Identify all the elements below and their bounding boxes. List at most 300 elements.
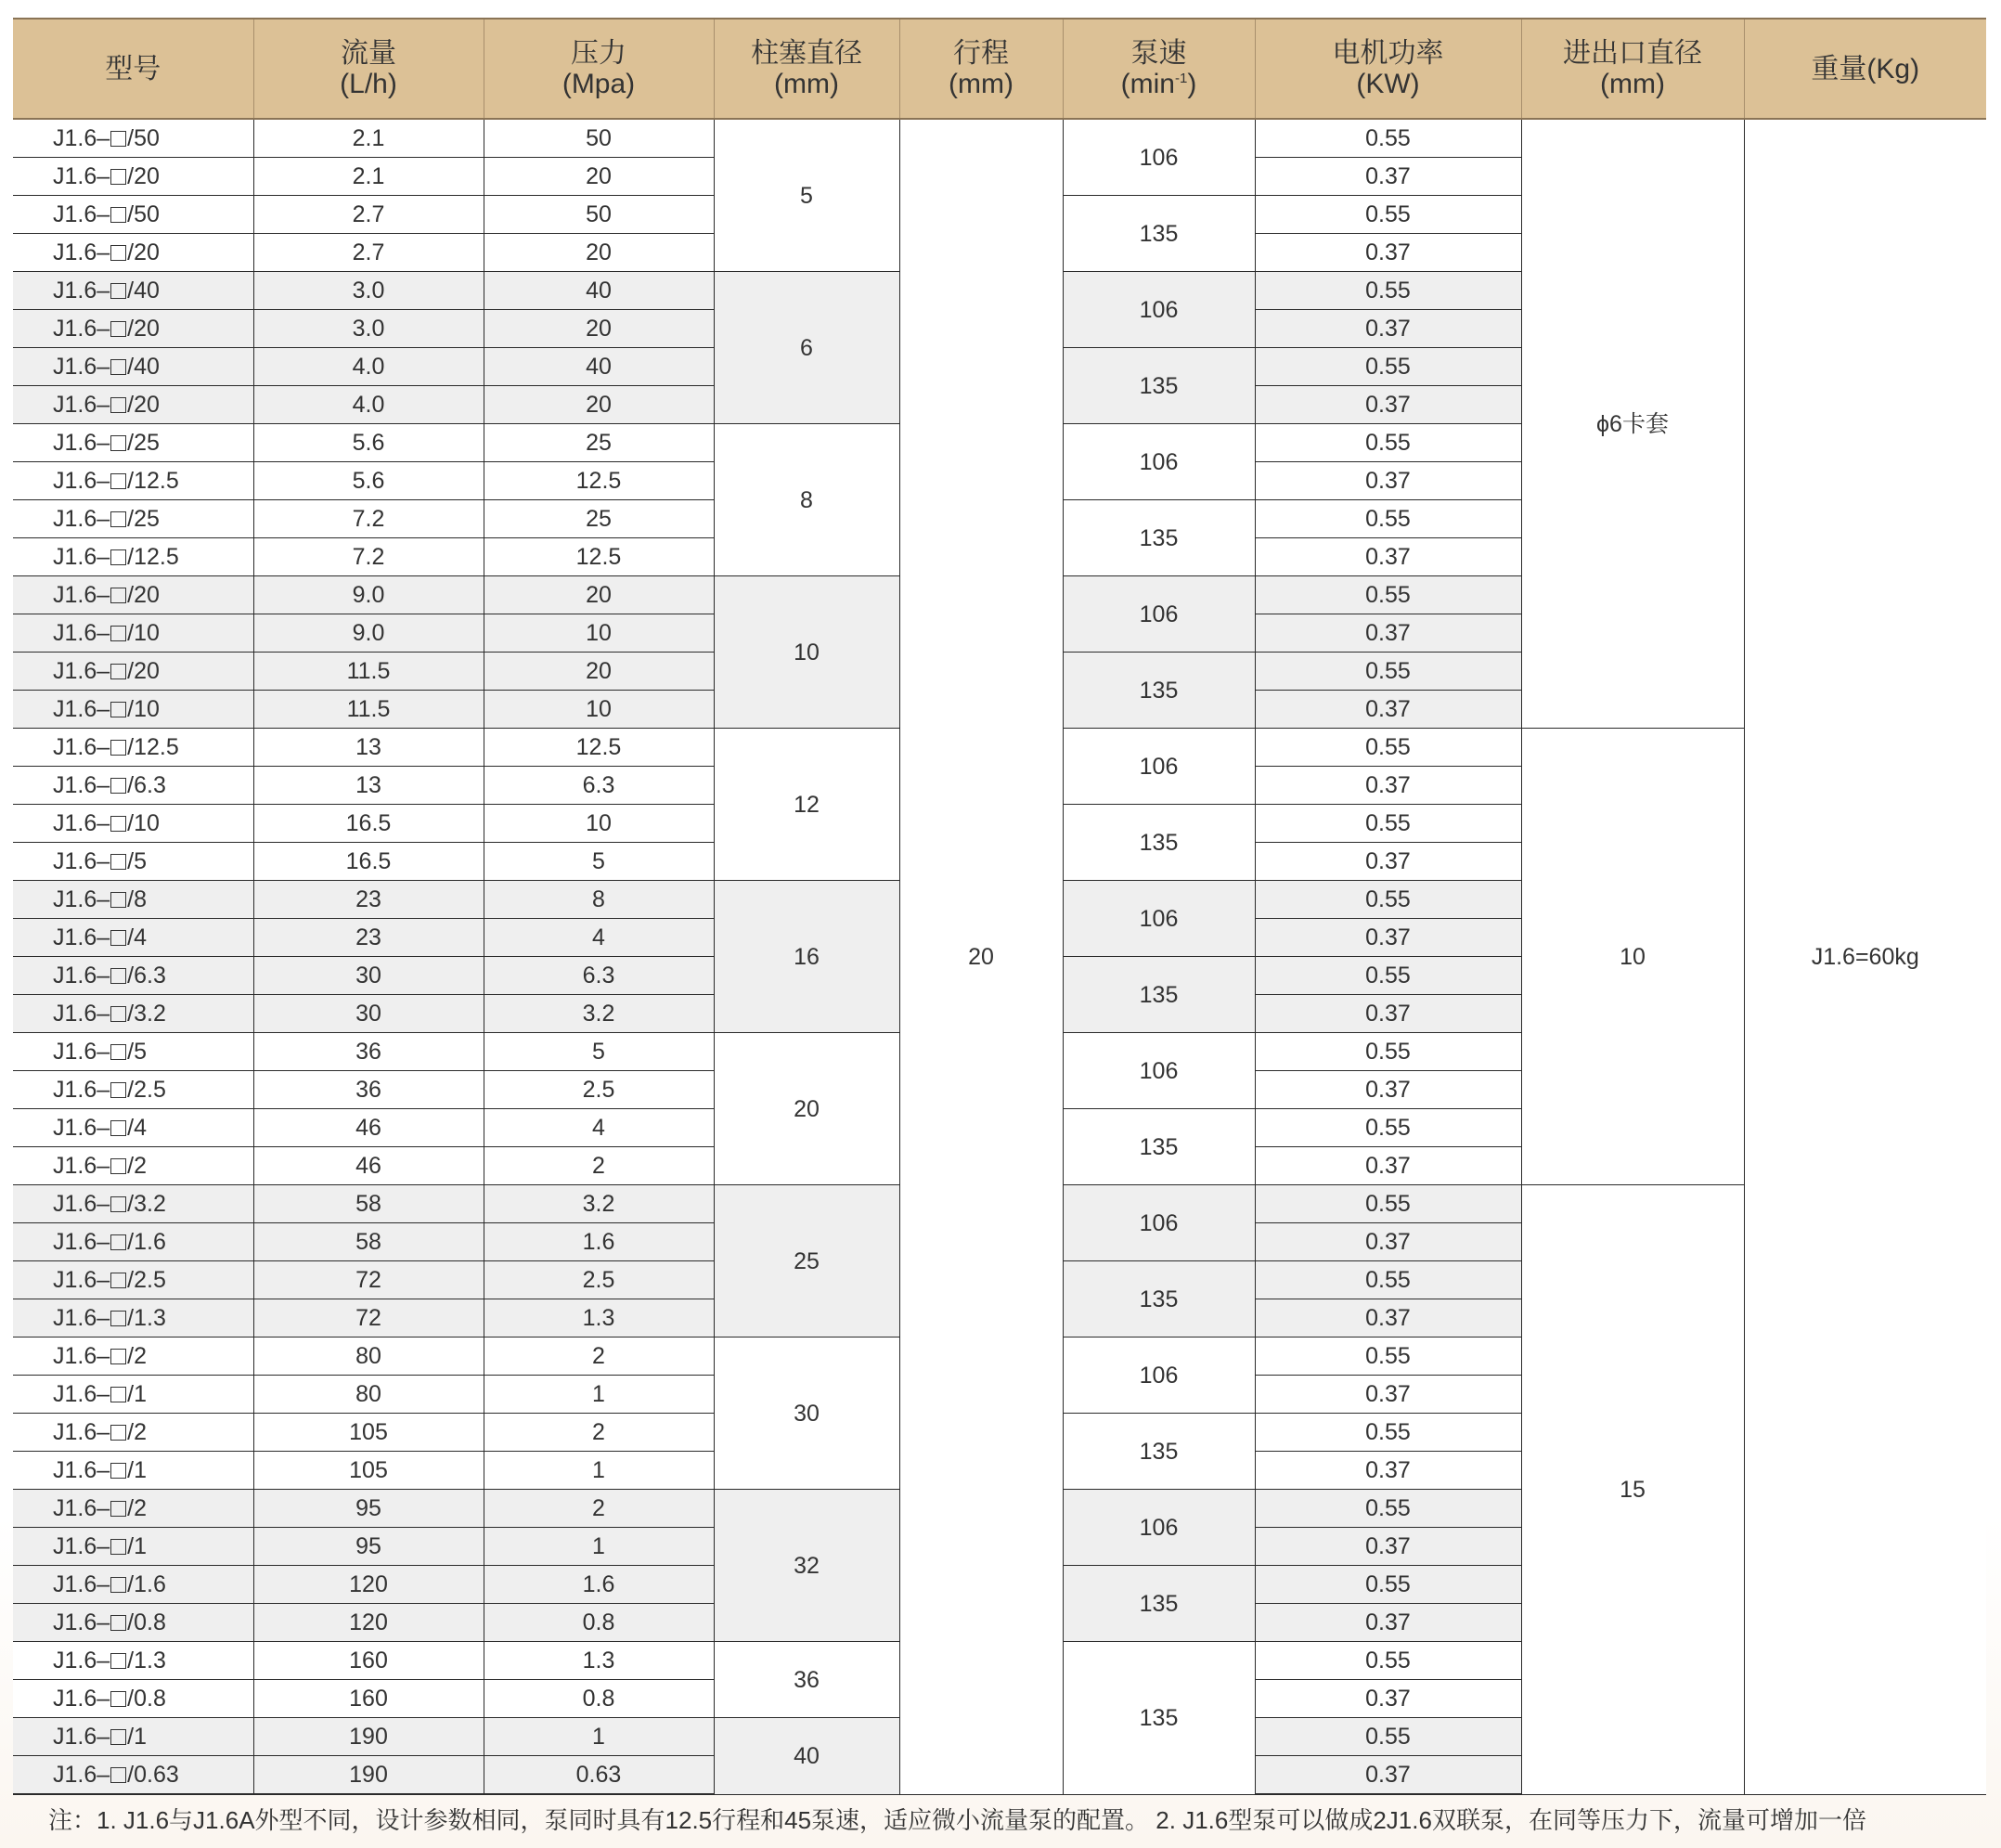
flow-cell: 58 <box>253 1223 484 1261</box>
motor-power-cell: 0.55 <box>1255 119 1521 158</box>
flow-cell: 95 <box>253 1528 484 1566</box>
model-prefix: J1.6– <box>53 1609 110 1635</box>
model-cell <box>13 805 253 843</box>
model-prefix: J1.6– <box>53 278 110 304</box>
pressure-cell: 1.6 <box>484 1566 714 1604</box>
model-suffix: /20 <box>127 239 160 265</box>
model-cell <box>13 881 253 919</box>
model-cell <box>13 1756 253 1795</box>
header-plunger-diameter: 柱塞直径 (mm) <box>714 19 899 119</box>
flow-cell: 160 <box>253 1680 484 1718</box>
flow-cell: 7.2 <box>253 538 484 576</box>
pump-speed-cell: 106 <box>1063 119 1255 196</box>
pressure-cell: 12.5 <box>484 538 714 576</box>
motor-power-cell: 0.37 <box>1255 843 1521 881</box>
flow-cell: 23 <box>253 881 484 919</box>
flow-cell: 16.5 <box>253 843 484 881</box>
blank-box-icon <box>110 892 126 908</box>
model-suffix: /2.5 <box>127 1077 166 1103</box>
model-cell <box>13 1566 253 1604</box>
model-cell <box>13 767 253 805</box>
pressure-cell: 1.3 <box>484 1642 714 1680</box>
pressure-cell: 50 <box>484 119 714 158</box>
blank-box-icon <box>110 1577 126 1593</box>
pressure-cell: 6.3 <box>484 767 714 805</box>
blank-box-icon <box>110 1691 126 1707</box>
blank-box-icon <box>110 511 126 527</box>
blank-box-icon <box>110 207 126 223</box>
motor-power-cell: 0.55 <box>1255 1261 1521 1299</box>
flow-cell: 11.5 <box>253 691 484 729</box>
pressure-cell: 20 <box>484 653 714 691</box>
pump-speed-cell: 135 <box>1063 1566 1255 1642</box>
model-prefix: J1.6– <box>53 886 110 912</box>
model-prefix: J1.6– <box>53 1762 110 1788</box>
model-suffix: /12.5 <box>127 468 179 494</box>
model-cell <box>13 1185 253 1223</box>
model-prefix: J1.6– <box>53 658 110 684</box>
model-cell <box>13 272 253 310</box>
motor-power-cell: 0.37 <box>1255 386 1521 424</box>
blank-box-icon <box>110 1349 126 1364</box>
model-suffix: /1.3 <box>127 1305 166 1331</box>
model-prefix: J1.6– <box>53 963 110 989</box>
pressure-cell: 20 <box>484 234 714 272</box>
plunger-diameter-cell: 16 <box>714 881 899 1033</box>
model-prefix: J1.6– <box>53 772 110 798</box>
flow-cell: 5.6 <box>253 462 484 500</box>
blank-box-icon <box>110 968 126 984</box>
flow-cell: 9.0 <box>253 576 484 614</box>
model-cell <box>13 576 253 614</box>
pressure-cell: 4 <box>484 919 714 957</box>
model-suffix: /2.5 <box>127 1267 166 1293</box>
motor-power-cell: 0.55 <box>1255 1109 1521 1147</box>
blank-box-icon <box>110 1653 126 1669</box>
pump-speed-cell: 135 <box>1063 1642 1255 1795</box>
model-prefix: J1.6– <box>53 696 110 722</box>
pressure-cell: 0.8 <box>484 1680 714 1718</box>
model-prefix: J1.6– <box>53 1648 110 1674</box>
plunger-diameter-cell: 6 <box>714 272 899 424</box>
model-prefix: J1.6– <box>53 1115 110 1141</box>
motor-power-cell: 0.37 <box>1255 1452 1521 1490</box>
model-prefix: J1.6– <box>53 1533 110 1559</box>
header-stroke: 行程 (mm) <box>899 19 1063 119</box>
blank-box-icon <box>110 397 126 413</box>
motor-power-cell: 0.37 <box>1255 1756 1521 1795</box>
flow-cell: 4.0 <box>253 386 484 424</box>
pressure-cell: 1.3 <box>484 1299 714 1338</box>
model-suffix: /0.8 <box>127 1686 166 1712</box>
model-cell <box>13 1033 253 1071</box>
model-prefix: J1.6– <box>53 201 110 227</box>
pressure-cell: 3.2 <box>484 995 714 1033</box>
pressure-cell: 20 <box>484 576 714 614</box>
motor-power-cell: 0.55 <box>1255 1338 1521 1376</box>
motor-power-cell: 0.55 <box>1255 424 1521 462</box>
model-suffix: /40 <box>127 278 160 304</box>
header-pump-speed: 泵速 $(\min^{-1})$ <box>1063 19 1255 119</box>
model-cell <box>13 1452 253 1490</box>
header-row <box>13 19 1986 119</box>
motor-power-cell: 0.55 <box>1255 1566 1521 1604</box>
model-cell <box>13 500 253 538</box>
model-suffix: /20 <box>127 392 160 418</box>
blank-box-icon <box>110 1044 126 1060</box>
header-flow: 流量 (L/h) <box>253 19 484 119</box>
plunger-diameter-cell: 12 <box>714 729 899 881</box>
model-suffix: /20 <box>127 658 160 684</box>
port-diameter-cell: ϕ6卡套 <box>1521 119 1744 729</box>
pump-speed-cell: 135 <box>1063 653 1255 729</box>
pressure-cell: 2.5 <box>484 1261 714 1299</box>
motor-power-cell: 0.37 <box>1255 1223 1521 1261</box>
model-cell <box>13 1680 253 1718</box>
header-port-diameter: 进出口直径 (mm) <box>1521 19 1744 119</box>
model-suffix: /20 <box>127 316 160 342</box>
motor-power-cell: 0.37 <box>1255 462 1521 500</box>
header-pressure: 压力 (Mpa) <box>484 19 714 119</box>
blank-box-icon <box>110 473 126 489</box>
pressure-cell: 2 <box>484 1147 714 1185</box>
model-cell <box>13 538 253 576</box>
flow-cell: 30 <box>253 957 484 995</box>
pressure-cell: 20 <box>484 386 714 424</box>
model-suffix: /1 <box>127 1381 148 1407</box>
pressure-cell: 2 <box>484 1414 714 1452</box>
flow-cell: 11.5 <box>253 653 484 691</box>
flow-cell: 13 <box>253 729 484 767</box>
pressure-cell: 5 <box>484 843 714 881</box>
model-prefix: J1.6– <box>53 239 110 265</box>
model-suffix: /4 <box>127 924 148 950</box>
motor-power-cell: 0.37 <box>1255 691 1521 729</box>
pump-speed-cell: 135 <box>1063 957 1255 1033</box>
model-prefix: J1.6– <box>53 1495 110 1521</box>
model-prefix: J1.6– <box>53 392 110 418</box>
model-prefix: J1.6– <box>53 1153 110 1179</box>
plunger-diameter-cell: 10 <box>714 576 899 729</box>
pressure-cell: 12.5 <box>484 462 714 500</box>
model-suffix: /8 <box>127 886 148 912</box>
model-prefix: J1.6– <box>53 1686 110 1712</box>
plunger-diameter-cell: 36 <box>714 1642 899 1718</box>
model-cell <box>13 1718 253 1756</box>
model-cell <box>13 614 253 653</box>
model-cell <box>13 1414 253 1452</box>
motor-power-cell: 0.37 <box>1255 995 1521 1033</box>
blank-box-icon <box>110 359 126 375</box>
motor-power-cell: 0.55 <box>1255 1490 1521 1528</box>
model-prefix: J1.6– <box>53 316 110 342</box>
blank-box-icon <box>110 169 126 185</box>
flow-cell: 120 <box>253 1566 484 1604</box>
pump-speed-cell: 106 <box>1063 1033 1255 1109</box>
model-prefix: J1.6– <box>53 1457 110 1483</box>
flow-cell: 190 <box>253 1756 484 1795</box>
motor-power-cell: 0.55 <box>1255 272 1521 310</box>
model-prefix: J1.6– <box>53 1419 110 1445</box>
blank-box-icon <box>110 1767 126 1783</box>
model-prefix: J1.6– <box>53 544 110 570</box>
model-cell <box>13 653 253 691</box>
model-prefix: J1.6– <box>53 848 110 874</box>
model-prefix: J1.6– <box>53 1571 110 1597</box>
plunger-diameter-cell: 8 <box>714 424 899 576</box>
motor-power-cell: 0.37 <box>1255 1604 1521 1642</box>
pressure-cell: 0.63 <box>484 1756 714 1795</box>
pump-speed-cell: 106 <box>1063 1338 1255 1414</box>
blank-box-icon <box>110 664 126 679</box>
pressure-cell: 8 <box>484 881 714 919</box>
blank-box-icon <box>110 131 126 147</box>
blank-box-icon <box>110 588 126 603</box>
blank-box-icon <box>110 1501 126 1517</box>
model-prefix: J1.6– <box>53 1191 110 1217</box>
footnote: 注：1. J1.6与J1.6A外型不同，设计参数相同，泵同时具有12.5行程和45泵速，适应微小流量泵的配置。 2. J1.6型泵可以做成2J1.6双联泵，在同等压力下，流量可增加一倍 <box>48 1806 1866 1834</box>
model-cell <box>13 196 253 234</box>
model-cell <box>13 843 253 881</box>
model-cell <box>13 957 253 995</box>
motor-power-cell: 0.55 <box>1255 1185 1521 1223</box>
motor-power-cell: 0.55 <box>1255 653 1521 691</box>
motor-power-cell: 0.37 <box>1255 919 1521 957</box>
model-cell <box>13 729 253 767</box>
model-suffix: /3.2 <box>127 1191 166 1217</box>
model-cell <box>13 158 253 196</box>
pressure-cell: 10 <box>484 691 714 729</box>
flow-cell: 72 <box>253 1261 484 1299</box>
model-prefix: J1.6– <box>53 506 110 532</box>
blank-box-icon <box>110 1387 126 1402</box>
flow-cell: 16.5 <box>253 805 484 843</box>
motor-power-cell: 0.37 <box>1255 767 1521 805</box>
model-suffix: /10 <box>127 696 160 722</box>
blank-box-icon <box>110 1615 126 1631</box>
flow-cell: 72 <box>253 1299 484 1338</box>
plunger-diameter-cell: 20 <box>714 1033 899 1185</box>
model-prefix: J1.6– <box>53 620 110 646</box>
motor-power-cell: 0.37 <box>1255 1299 1521 1338</box>
pump-speed-cell: 106 <box>1063 729 1255 805</box>
plunger-diameter-cell: 25 <box>714 1185 899 1338</box>
spec-table <box>13 18 1986 1795</box>
blank-box-icon <box>110 930 126 946</box>
model-prefix: J1.6– <box>53 1381 110 1407</box>
pressure-cell: 40 <box>484 348 714 386</box>
flow-cell: 160 <box>253 1642 484 1680</box>
motor-power-cell: 0.37 <box>1255 614 1521 653</box>
flow-cell: 3.0 <box>253 310 484 348</box>
model-cell <box>13 348 253 386</box>
model-suffix: /2 <box>127 1419 148 1445</box>
model-suffix: /0.8 <box>127 1609 166 1635</box>
header-model: 型号 <box>13 19 253 119</box>
plunger-diameter-cell: 40 <box>714 1718 899 1795</box>
motor-power-cell: 0.55 <box>1255 957 1521 995</box>
motor-power-cell: 0.37 <box>1255 538 1521 576</box>
model-suffix: /4 <box>127 1115 148 1141</box>
table-row <box>13 119 1986 158</box>
header-motor-power: 电机功率 (KW) <box>1255 19 1521 119</box>
blank-box-icon <box>110 1729 126 1745</box>
blank-box-icon <box>110 321 126 337</box>
model-cell <box>13 995 253 1033</box>
motor-power-cell: 0.37 <box>1255 1071 1521 1109</box>
motor-power-cell: 0.55 <box>1255 1718 1521 1756</box>
model-cell <box>13 119 253 158</box>
model-cell <box>13 1261 253 1299</box>
motor-power-cell: 0.55 <box>1255 500 1521 538</box>
model-suffix: /10 <box>127 620 160 646</box>
model-cell <box>13 234 253 272</box>
blank-box-icon <box>110 1082 126 1098</box>
model-cell <box>13 462 253 500</box>
model-prefix: J1.6– <box>53 1077 110 1103</box>
pressure-cell: 2.5 <box>484 1071 714 1109</box>
pump-speed-cell: 135 <box>1063 1414 1255 1490</box>
flow-cell: 36 <box>253 1033 484 1071</box>
spec-table-body <box>13 119 1986 1794</box>
model-suffix: /12.5 <box>127 734 179 760</box>
model-cell <box>13 1490 253 1528</box>
motor-power-cell: 0.55 <box>1255 805 1521 843</box>
pressure-cell: 20 <box>484 310 714 348</box>
model-suffix: /1 <box>127 1724 148 1750</box>
pressure-cell: 1.6 <box>484 1223 714 1261</box>
flow-cell: 13 <box>253 767 484 805</box>
model-cell <box>13 386 253 424</box>
flow-cell: 46 <box>253 1147 484 1185</box>
model-cell <box>13 691 253 729</box>
model-suffix: /6.3 <box>127 772 166 798</box>
model-suffix: /1 <box>127 1533 148 1559</box>
model-suffix: /2 <box>127 1343 148 1369</box>
model-suffix: /2 <box>127 1153 148 1179</box>
motor-power-cell: 0.37 <box>1255 1680 1521 1718</box>
pressure-cell: 12.5 <box>484 729 714 767</box>
flow-cell: 2.1 <box>253 119 484 158</box>
pressure-cell: 20 <box>484 158 714 196</box>
pressure-cell: 2 <box>484 1490 714 1528</box>
pressure-cell: 1 <box>484 1376 714 1414</box>
plunger-diameter-cell: 30 <box>714 1338 899 1490</box>
blank-box-icon <box>110 1463 126 1479</box>
pump-speed-cell: 106 <box>1063 1185 1255 1261</box>
motor-power-cell: 0.37 <box>1255 310 1521 348</box>
motor-power-cell: 0.55 <box>1255 576 1521 614</box>
flow-cell: 80 <box>253 1338 484 1376</box>
model-prefix: J1.6– <box>53 582 110 608</box>
model-suffix: /20 <box>127 163 160 189</box>
flow-cell: 190 <box>253 1718 484 1756</box>
pump-speed-cell: 135 <box>1063 805 1255 881</box>
model-suffix: /12.5 <box>127 544 179 570</box>
model-suffix: /3.2 <box>127 1001 166 1027</box>
blank-box-icon <box>110 549 126 565</box>
stroke-cell: 20 <box>899 119 1063 1794</box>
flow-cell: 23 <box>253 919 484 957</box>
pump-speed-cell: 135 <box>1063 500 1255 576</box>
pump-speed-cell: 135 <box>1063 1261 1255 1338</box>
blank-box-icon <box>110 778 126 794</box>
pressure-cell: 50 <box>484 196 714 234</box>
model-suffix: /25 <box>127 430 160 456</box>
blank-box-icon <box>110 435 126 451</box>
model-prefix: J1.6– <box>53 810 110 836</box>
blank-box-icon <box>110 1234 126 1250</box>
model-suffix: /10 <box>127 810 160 836</box>
model-prefix: J1.6– <box>53 924 110 950</box>
model-suffix: /25 <box>127 506 160 532</box>
motor-power-cell: 0.37 <box>1255 158 1521 196</box>
header-weight: 重量(Kg) <box>1744 19 1986 119</box>
port-diameter-cell: 15 <box>1521 1185 1744 1795</box>
flow-cell: 58 <box>253 1185 484 1223</box>
model-prefix: J1.6– <box>53 430 110 456</box>
model-suffix: /2 <box>127 1495 148 1521</box>
model-cell <box>13 310 253 348</box>
model-cell <box>13 1338 253 1376</box>
weight-cell: J1.6=60kg <box>1744 119 1986 1794</box>
model-prefix: J1.6– <box>53 1343 110 1369</box>
blank-box-icon <box>110 1311 126 1326</box>
flow-cell: 5.6 <box>253 424 484 462</box>
pressure-cell: 25 <box>484 424 714 462</box>
pressure-cell: 1 <box>484 1452 714 1490</box>
blank-box-icon <box>110 1273 126 1288</box>
blank-box-icon <box>110 283 126 299</box>
flow-cell: 2.7 <box>253 196 484 234</box>
model-cell <box>13 1528 253 1566</box>
motor-power-cell: 0.55 <box>1255 1033 1521 1071</box>
model-cell <box>13 1604 253 1642</box>
blank-box-icon <box>110 1120 126 1136</box>
blank-box-icon <box>110 816 126 832</box>
pressure-cell: 10 <box>484 614 714 653</box>
model-prefix: J1.6– <box>53 1267 110 1293</box>
model-prefix: J1.6– <box>53 468 110 494</box>
pump-speed-cell: 135 <box>1063 348 1255 424</box>
pump-speed-cell: 106 <box>1063 576 1255 653</box>
model-cell <box>13 1147 253 1185</box>
model-suffix: /50 <box>127 201 160 227</box>
pressure-cell: 5 <box>484 1033 714 1071</box>
model-cell <box>13 919 253 957</box>
model-suffix: /50 <box>127 125 160 151</box>
blank-box-icon <box>110 702 126 717</box>
pressure-cell: 10 <box>484 805 714 843</box>
model-suffix: /1.6 <box>127 1571 166 1597</box>
motor-power-cell: 0.55 <box>1255 348 1521 386</box>
pump-speed-cell: 106 <box>1063 424 1255 500</box>
model-suffix: /1.6 <box>127 1229 166 1255</box>
pressure-cell: 1 <box>484 1718 714 1756</box>
pressure-cell: 3.2 <box>484 1185 714 1223</box>
flow-cell: 36 <box>253 1071 484 1109</box>
model-prefix: J1.6– <box>53 1229 110 1255</box>
model-cell <box>13 1109 253 1147</box>
flow-cell: 105 <box>253 1414 484 1452</box>
plunger-diameter-cell: 32 <box>714 1490 899 1642</box>
motor-power-cell: 0.37 <box>1255 1147 1521 1185</box>
blank-box-icon <box>110 626 126 641</box>
blank-box-icon <box>110 1158 126 1174</box>
motor-power-cell: 0.55 <box>1255 1414 1521 1452</box>
blank-box-icon <box>110 740 126 756</box>
pump-speed-cell: 135 <box>1063 1109 1255 1185</box>
